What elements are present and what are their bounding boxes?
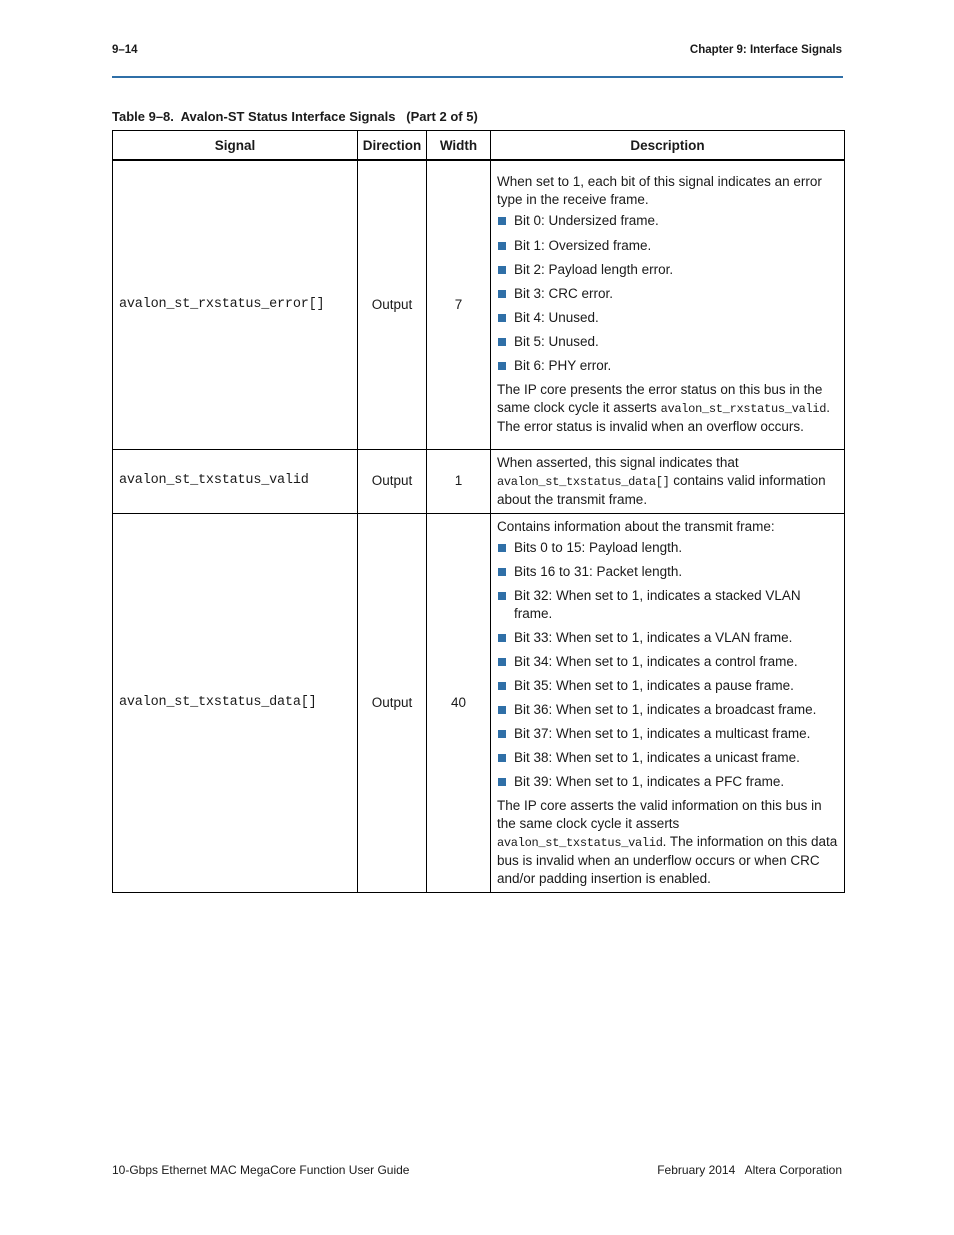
signals-table — [112, 130, 845, 893]
list-item — [497, 261, 838, 279]
bit-list — [497, 212, 838, 375]
signal-direction: Output — [358, 160, 427, 449]
list-item — [497, 749, 838, 767]
signal-direction: Output — [358, 449, 427, 513]
outro-text-end: . The information on this data bus is invalid when an underflow occurs or when CRC and/or padding insertion is enabled. — [497, 834, 838, 887]
signal-description — [491, 513, 845, 893]
column-header-description: Description — [491, 131, 845, 161]
list-item — [497, 629, 838, 647]
square-bullet-icon — [498, 362, 506, 370]
list-item — [497, 539, 838, 557]
list-item-text: Bits 16 to 31: Packet length. — [514, 563, 683, 579]
table-header-row — [113, 131, 845, 161]
list-item — [497, 563, 838, 581]
list-item-text: Bit 6: PHY error. — [514, 357, 612, 373]
footer-date-company: February 2014 Altera Corporation — [657, 1163, 842, 1177]
list-item-text: Bit 3: CRC error. — [514, 285, 614, 301]
square-bullet-icon — [498, 266, 506, 274]
list-item-text: Bit 37: When set to 1, indicates a multicast frame. — [514, 726, 811, 742]
list-item-text: Bit 5: Unused. — [514, 333, 599, 349]
list-item-text: Bit 38: When set to 1, indicates a unicast frame. — [514, 750, 800, 766]
table-row — [113, 513, 845, 893]
square-bullet-icon — [498, 778, 506, 786]
signal-code-ref: avalon_st_txstatus_data[] — [497, 474, 670, 489]
list-item-text: Bit 33: When set to 1, indicates a VLAN frame. — [514, 629, 793, 645]
square-bullet-icon — [498, 634, 506, 642]
signal-code-ref: avalon_st_rxstatus_valid — [660, 402, 827, 417]
header-rule — [112, 76, 843, 78]
list-item — [497, 333, 838, 351]
signal-description — [491, 160, 845, 449]
column-header-direction: Direction — [358, 131, 427, 161]
chapter-title: Chapter 9: Interface Signals — [689, 44, 842, 56]
signal-width: 7 — [427, 160, 491, 449]
list-item — [497, 587, 838, 623]
table-row — [113, 449, 845, 513]
description-intro: When set to 1, each bit of this signal indicates an error type in the receive frame. — [497, 174, 822, 208]
signal-name: avalon_st_txstatus_data[] — [113, 513, 358, 893]
page-number: 9–14 — [112, 44, 138, 56]
desc-text: When asserted, this signal indicates that — [497, 454, 739, 470]
square-bullet-icon — [498, 242, 506, 250]
list-item-text: Bit 0: Undersized frame. — [514, 213, 659, 229]
list-item — [497, 725, 838, 743]
list-item-text: Bit 32: When set to 1, indicates a stacked VLAN frame. — [514, 587, 801, 621]
list-item-text: Bits 0 to 15: Payload length. — [514, 539, 683, 555]
footer-guide-title: 10-Gbps Ethernet MAC MegaCore Function User Guide — [112, 1163, 410, 1177]
square-bullet-icon — [498, 314, 506, 322]
square-bullet-icon — [498, 706, 506, 714]
square-bullet-icon — [498, 592, 506, 600]
outro-text: The IP core asserts the valid information on this bus in the same clock cycle it asserts — [497, 798, 822, 832]
list-item — [497, 237, 838, 255]
signal-name: avalon_st_rxstatus_error[] — [113, 160, 358, 449]
square-bullet-icon — [498, 290, 506, 298]
desc-text-end: contains valid information about the transmit frame. — [497, 472, 826, 507]
list-item — [497, 773, 838, 791]
list-item — [497, 285, 838, 303]
list-item — [497, 653, 838, 671]
signal-description — [491, 449, 845, 513]
list-item-text: Bit 35: When set to 1, indicates a pause frame. — [514, 677, 794, 693]
square-bullet-icon — [498, 730, 506, 738]
square-bullet-icon — [498, 658, 506, 666]
list-item-text: Bit 2: Payload length error. — [514, 261, 674, 277]
signal-direction: Output — [358, 513, 427, 893]
outro-text-end: . The error status is invalid when an overflow occurs. — [497, 400, 830, 435]
list-item-text: Bit 34: When set to 1, indicates a control frame. — [514, 653, 798, 669]
column-header-width: Width — [427, 131, 491, 161]
list-item-text: Bit 36: When set to 1, indicates a broadcast frame. — [514, 702, 817, 718]
list-item-text: Bit 39: When set to 1, indicates a PFC frame. — [514, 774, 785, 790]
list-item — [497, 212, 838, 230]
table-caption: Table 9–8. Avalon-ST Status Interface Signals (Part 2 of 5) — [112, 109, 478, 124]
description-outro — [497, 797, 838, 888]
list-item — [497, 309, 838, 327]
square-bullet-icon — [498, 568, 506, 576]
table-row — [113, 160, 845, 449]
signal-code-ref: avalon_st_txstatus_valid — [497, 836, 663, 851]
signal-width: 40 — [427, 513, 491, 893]
signal-width: 1 — [427, 449, 491, 513]
description-outro — [497, 381, 838, 436]
list-item — [497, 677, 838, 695]
outro-text: The IP core presents the error status on this bus in the same clock cycle it asserts — [497, 382, 823, 416]
square-bullet-icon — [498, 754, 506, 762]
column-header-signal: Signal — [113, 131, 358, 161]
square-bullet-icon — [498, 338, 506, 346]
list-item-text: Bit 1: Oversized frame. — [514, 237, 652, 253]
square-bullet-icon — [498, 544, 506, 552]
description-text — [497, 454, 838, 509]
square-bullet-icon — [498, 682, 506, 690]
square-bullet-icon — [498, 217, 506, 225]
bit-list — [497, 539, 838, 792]
list-item-text: Bit 4: Unused. — [514, 309, 599, 325]
signal-name: avalon_st_txstatus_valid — [113, 449, 358, 513]
list-item — [497, 701, 838, 719]
description-intro: Contains information about the transmit frame: — [497, 518, 775, 534]
list-item — [497, 357, 838, 375]
